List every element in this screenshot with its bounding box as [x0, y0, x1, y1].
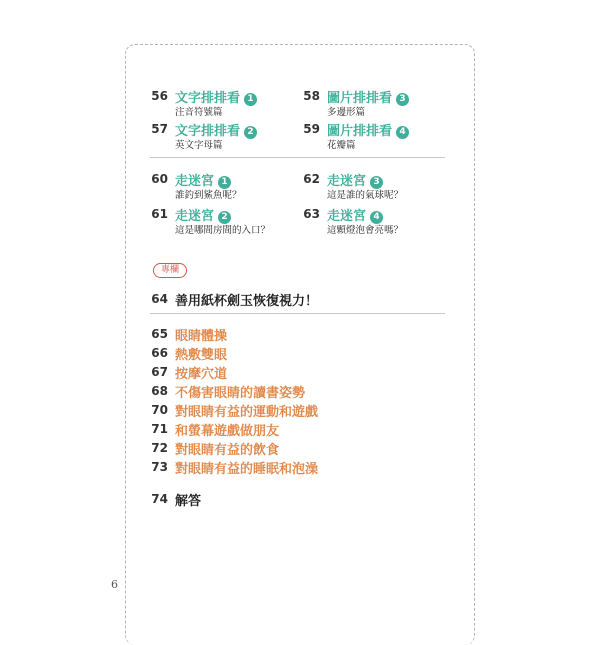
- entry-title: 圖片排排看 3: [327, 87, 409, 106]
- page-number: 6: [111, 578, 118, 591]
- entry-number: 56: [151, 89, 168, 103]
- entry-number: 58: [303, 89, 320, 103]
- entry-title: 善用紙杯劍玉恢復視力！: [175, 294, 319, 309]
- entry-title: 和螢幕遊戲做朋友: [175, 424, 280, 439]
- entry-title: 對眼睛有益的運動和遊戲: [175, 405, 319, 420]
- entry-title: 眼睛體操: [175, 329, 228, 344]
- entry-subtitle: 注音符號篇: [175, 107, 223, 118]
- number-badge: 4: [396, 126, 409, 139]
- number-badge: 4: [370, 211, 383, 224]
- number-badge: 3: [396, 93, 409, 106]
- entry-number: 57: [151, 122, 168, 136]
- number-badge: 3: [370, 176, 383, 189]
- entry-title: 解答: [175, 494, 202, 509]
- entry-subtitle: 英文字母篇: [175, 140, 223, 151]
- number-badge: 1: [244, 93, 257, 106]
- entry-title: 走迷宮 2: [175, 205, 231, 224]
- entry-number: 60: [151, 172, 168, 186]
- entry-number: 73: [151, 460, 168, 474]
- number-badge: 2: [244, 126, 257, 139]
- entry-title: 走迷宮 3: [327, 170, 383, 189]
- entry-title: 按摩穴道: [175, 367, 228, 382]
- entry-number: 68: [151, 384, 168, 398]
- entry-title: 不傷害眼睛的讀書姿勢: [175, 386, 306, 401]
- entry-title: 文字排排看 1: [175, 87, 257, 106]
- entry-number: 67: [151, 365, 168, 379]
- entry-title: 對眼睛有益的飲食: [175, 443, 280, 458]
- section-divider: [150, 313, 445, 314]
- entry-subtitle: 多邊形篇: [327, 107, 366, 118]
- entry-title: 圖片排排看 4: [327, 120, 409, 139]
- entry-number: 59: [303, 122, 320, 136]
- entry-number: 66: [151, 346, 168, 360]
- section-divider: [150, 157, 445, 158]
- entry-title: 走迷宮 1: [175, 170, 231, 189]
- entry-number: 70: [151, 403, 168, 417]
- entry-title: 走迷宮 4: [327, 205, 383, 224]
- entry-subtitle: 這是哪間房間的入口？: [175, 225, 271, 236]
- entry-number: 64: [151, 292, 168, 306]
- entry-subtitle: 誰釣到鯊魚呢？: [175, 190, 242, 201]
- entry-number: 72: [151, 441, 168, 455]
- entry-subtitle: 這是誰的氣球呢？: [327, 190, 404, 201]
- entry-subtitle: 這顆燈泡會亮嗎？: [327, 225, 404, 236]
- entry-number: 71: [151, 422, 168, 436]
- entry-subtitle: 花瓣篇: [327, 140, 356, 151]
- entry-title: 對眼睛有益的睡眠和泡澡: [175, 462, 319, 477]
- entry-title: 熱敷雙眼: [175, 348, 228, 363]
- entry-number: 63: [303, 207, 320, 221]
- number-badge: 2: [218, 211, 231, 224]
- entry-number: 74: [151, 492, 168, 506]
- number-badge: 1: [218, 176, 231, 189]
- entry-title: 文字排排看 2: [175, 120, 257, 139]
- entry-number: 62: [303, 172, 320, 186]
- entry-number: 65: [151, 327, 168, 341]
- column-tag: 專欄: [153, 263, 187, 278]
- entry-number: 61: [151, 207, 168, 221]
